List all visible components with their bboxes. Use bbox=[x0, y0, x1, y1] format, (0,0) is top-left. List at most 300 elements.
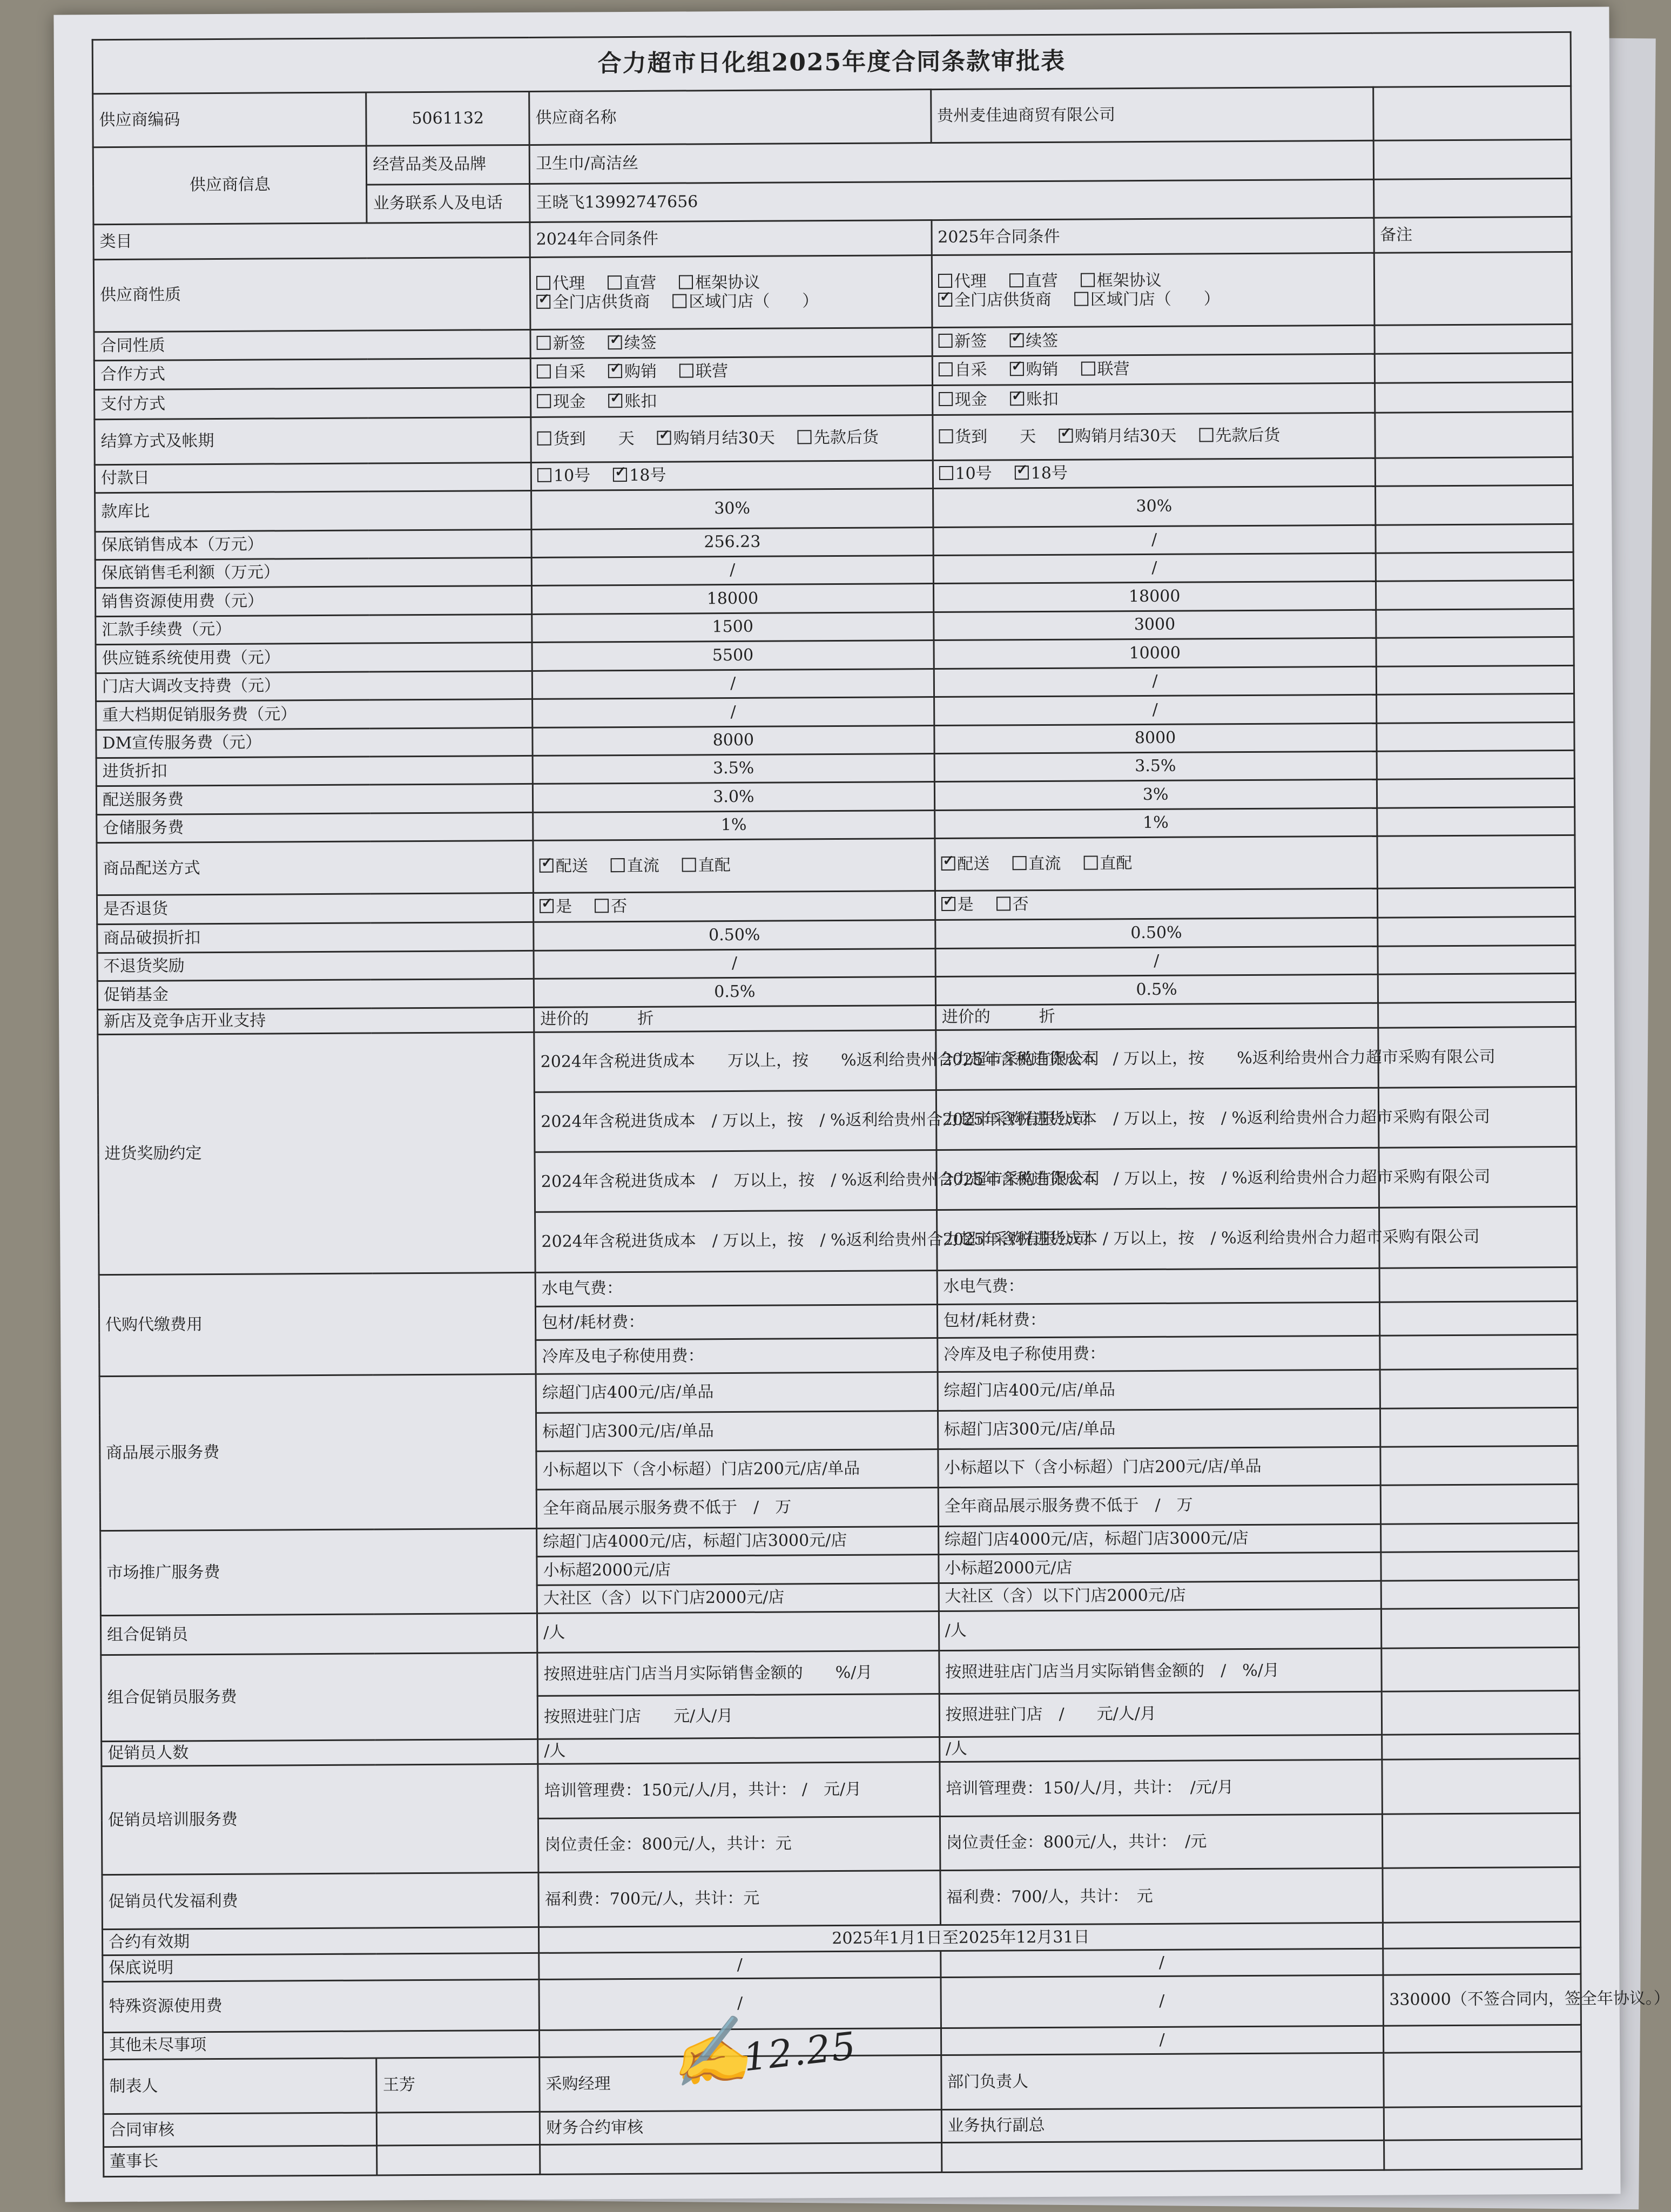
checkbox-icon bbox=[1199, 428, 1213, 442]
remark-cell bbox=[1380, 1485, 1579, 1524]
checkbox-label: 直营 bbox=[624, 273, 657, 293]
checkbox-label: 代理 bbox=[954, 272, 987, 291]
checkbox-label: 直配 bbox=[1100, 853, 1133, 873]
remark-cell bbox=[1377, 917, 1575, 946]
remark-cell bbox=[1376, 722, 1574, 751]
remark-cell bbox=[1382, 1758, 1580, 1814]
remark-cell bbox=[1376, 609, 1574, 638]
value-2024: 0.50% bbox=[534, 920, 935, 950]
checkbox-option[interactable] bbox=[1009, 332, 1058, 351]
checkbox-option[interactable] bbox=[540, 898, 572, 917]
row-label: 保底销售毛利额（万元） bbox=[95, 557, 531, 588]
remark-cell bbox=[1374, 325, 1573, 354]
value-2025: 0.5% bbox=[935, 974, 1378, 1005]
checkbox-icon bbox=[1009, 333, 1023, 347]
checkbox-icon bbox=[537, 394, 551, 408]
checkbox-label: 是 bbox=[957, 895, 974, 915]
value-2025: / bbox=[941, 1975, 1383, 2028]
value-2025: / bbox=[941, 2026, 1383, 2055]
remark-cell bbox=[1378, 945, 1576, 974]
checkbox-icon bbox=[1009, 362, 1023, 376]
item-2024: 综超门店400元/店/单品 bbox=[536, 1372, 938, 1413]
row-label: 商品配送方式 bbox=[97, 841, 534, 895]
empty-cell bbox=[540, 2142, 942, 2174]
checkbox-option[interactable] bbox=[595, 898, 627, 916]
category-brand-label: 经营品类及品牌 bbox=[367, 145, 530, 185]
value-2024: /人 bbox=[537, 1611, 939, 1653]
checkbox-option[interactable] bbox=[939, 465, 992, 484]
checkbox-icon bbox=[1081, 362, 1095, 376]
checkbox-icon bbox=[537, 431, 551, 446]
empty-cell bbox=[1373, 178, 1572, 218]
remark-cell bbox=[1381, 1648, 1579, 1692]
value-2024: 1% bbox=[533, 810, 935, 840]
block-label: 市场推广服务费 bbox=[100, 1528, 537, 1616]
checkbox-icon bbox=[938, 293, 952, 307]
checkbox-option[interactable] bbox=[1081, 272, 1162, 291]
remark-cell bbox=[1383, 2052, 1581, 2108]
remark-cell bbox=[1379, 1335, 1578, 1370]
options-2024 bbox=[530, 255, 932, 330]
value-2024: /人 bbox=[538, 1737, 940, 1764]
item-2025: 冷库及电子称使用费： bbox=[937, 1336, 1379, 1372]
checkbox-label: 全门店供货商 bbox=[552, 292, 650, 312]
options-2025 bbox=[935, 837, 1377, 891]
row-label: 保底销售成本（万元） bbox=[95, 529, 531, 560]
checkbox-option[interactable] bbox=[679, 274, 760, 293]
row-label: 合作方式 bbox=[94, 358, 530, 390]
item-2024: 综超门店4000元/店，标超门店3000元/店 bbox=[537, 1526, 939, 1556]
value-2024: / bbox=[532, 669, 934, 699]
checkbox-option[interactable] bbox=[672, 292, 818, 312]
checkbox-label: 配送 bbox=[555, 857, 588, 876]
value-2025: / bbox=[935, 946, 1378, 977]
approval-form-table bbox=[92, 31, 1670, 2177]
row-label: 促销基金 bbox=[97, 979, 534, 1010]
value-2025: 3.5% bbox=[934, 751, 1377, 782]
remark-cell bbox=[1376, 581, 1574, 610]
checkbox-icon bbox=[540, 859, 554, 873]
col-category: 类目 bbox=[93, 222, 530, 259]
options-2024 bbox=[530, 356, 932, 387]
options-2024 bbox=[531, 415, 933, 462]
item-2025: 全年商品展示服务费不低于 / 万 bbox=[938, 1486, 1380, 1527]
checkbox-label: 现金 bbox=[954, 390, 987, 409]
item-2025: 按照进驻店门店当月实际销售金额的 / %/月 bbox=[939, 1649, 1381, 1694]
remark-cell bbox=[1377, 750, 1575, 779]
remark-cell bbox=[1374, 252, 1572, 325]
row-label: 不退货奖励 bbox=[97, 950, 534, 981]
checkbox-label: 配送 bbox=[957, 854, 990, 874]
remark-cell bbox=[1376, 637, 1574, 666]
options-2025 bbox=[932, 326, 1374, 356]
checkbox-option[interactable] bbox=[939, 428, 1036, 447]
item-2024: 包材/耗材费： bbox=[536, 1304, 938, 1340]
value-2025: 10000 bbox=[934, 638, 1376, 669]
checkbox-label: 自采 bbox=[552, 362, 586, 382]
value-2025: 3000 bbox=[933, 610, 1376, 640]
checkbox-icon bbox=[1083, 855, 1097, 869]
col-2025: 2025年合同条件 bbox=[932, 218, 1374, 255]
remark-cell bbox=[1380, 1523, 1579, 1552]
value-2024: 进价的 折 bbox=[534, 1005, 936, 1032]
checkbox-option[interactable] bbox=[1083, 854, 1132, 873]
empty-cell bbox=[377, 2112, 540, 2146]
checkbox-option[interactable] bbox=[611, 857, 659, 876]
row-label: 其他未尽事项 bbox=[103, 2030, 539, 2060]
maker-name: 王芳 bbox=[376, 2058, 540, 2113]
checkbox-label: 购销 bbox=[624, 362, 657, 382]
checkbox-icon bbox=[608, 364, 622, 378]
checkbox-option[interactable] bbox=[941, 855, 989, 874]
checkbox-label: 自采 bbox=[954, 360, 987, 380]
checkbox-icon bbox=[1012, 856, 1026, 870]
value-2024: 8000 bbox=[533, 725, 934, 756]
checkbox-icon bbox=[682, 858, 696, 872]
checkbox-label: 现金 bbox=[553, 392, 586, 412]
checkbox-option[interactable] bbox=[537, 467, 590, 486]
value-2024: / bbox=[539, 1951, 941, 1979]
remark-cell bbox=[1382, 1867, 1580, 1923]
value-2024: / bbox=[539, 1977, 941, 2030]
row-label: 汇款手续费（元） bbox=[96, 614, 532, 645]
remark-cell bbox=[1382, 1734, 1580, 1759]
options-2025 bbox=[935, 888, 1377, 920]
checkbox-icon bbox=[613, 468, 627, 482]
empty-cell bbox=[1373, 86, 1571, 141]
checkbox-label: 区域门店（ ） bbox=[689, 291, 819, 312]
item-2024: 小标超2000元/店 bbox=[537, 1555, 939, 1585]
checkbox-option[interactable] bbox=[608, 393, 657, 412]
checkbox-option[interactable] bbox=[1010, 390, 1059, 409]
item-2024: 按照进驻门店 元/人/月 bbox=[537, 1694, 939, 1739]
checkbox-option[interactable] bbox=[1009, 361, 1058, 380]
category-brand: 卫生巾/高洁丝 bbox=[529, 141, 1373, 184]
item-2025: 水电气费： bbox=[937, 1268, 1379, 1304]
block-label: 商品展示服务费 bbox=[99, 1374, 537, 1531]
remark-cell bbox=[1377, 807, 1575, 836]
checkbox-icon bbox=[657, 431, 671, 445]
checkbox-icon bbox=[536, 276, 550, 290]
item-2025: 综超门店4000元/店，标超门店3000元/店 bbox=[938, 1524, 1380, 1555]
checkbox-option[interactable] bbox=[798, 429, 879, 448]
col-remark: 备注 bbox=[1373, 217, 1572, 253]
col-2024: 2024年合同条件 bbox=[530, 220, 932, 258]
remark-cell bbox=[1375, 457, 1573, 486]
checkbox-icon bbox=[1009, 273, 1023, 287]
rebate-label: 进货奖励约定 bbox=[98, 1032, 535, 1274]
row-label: 门店大调改支持费（元） bbox=[96, 671, 532, 702]
value-2025: 福利费：700/人，共计： 元 bbox=[940, 1869, 1383, 1925]
item-2024: 小标超以下（含小标超）门店200元/店/单品 bbox=[536, 1449, 938, 1490]
empty-cell bbox=[941, 2140, 1384, 2172]
checkbox-label: 框架协议 bbox=[1096, 271, 1162, 291]
checkbox-option[interactable] bbox=[938, 361, 987, 380]
row-label: 特殊资源使用费 bbox=[103, 1979, 540, 2033]
value-2024: 256.23 bbox=[531, 527, 933, 557]
row-label: 合约有效期 bbox=[102, 1927, 538, 1955]
checkbox-label: 货到 天 bbox=[553, 429, 635, 449]
rebate-2024: 2024年含税进货成本 万以上，按 %返利给贵州合力超市采购有限公司 bbox=[534, 1030, 936, 1092]
options-2024 bbox=[531, 460, 933, 490]
value-2024: 3.0% bbox=[533, 782, 935, 812]
checkbox-icon bbox=[595, 899, 609, 913]
checkbox-option[interactable] bbox=[537, 430, 635, 449]
checkbox-label: 先款后货 bbox=[1215, 426, 1281, 446]
checkbox-icon bbox=[941, 897, 955, 911]
checkbox-option[interactable] bbox=[1074, 290, 1220, 309]
item-2024: 水电气费： bbox=[535, 1270, 937, 1306]
row-label: 促销员代发福利费 bbox=[102, 1873, 539, 1930]
checkbox-option[interactable] bbox=[657, 429, 775, 449]
remark-cell bbox=[1375, 524, 1573, 553]
checkbox-label: 直流 bbox=[1028, 854, 1061, 873]
value-2024: 1500 bbox=[532, 612, 934, 642]
block-label: 组合促销员服务费 bbox=[101, 1653, 538, 1742]
checkbox-option[interactable] bbox=[1012, 855, 1061, 874]
checkbox-label: 代理 bbox=[552, 274, 585, 293]
row-label: 组合促销员 bbox=[100, 1613, 537, 1655]
row-label: 新店及竞争店开业支持 bbox=[98, 1007, 534, 1034]
remark-cell bbox=[1382, 1690, 1580, 1735]
remark-cell bbox=[1381, 1608, 1579, 1648]
options-2024 bbox=[534, 891, 935, 922]
item-2025: 按照进驻门店 / 元/人/月 bbox=[939, 1691, 1382, 1737]
remark-cell bbox=[1377, 887, 1575, 918]
checkbox-icon bbox=[537, 336, 551, 350]
remark-cell bbox=[1384, 2139, 1582, 2170]
checkbox-icon bbox=[939, 429, 953, 443]
value-2024: 5500 bbox=[532, 640, 934, 671]
remark-cell bbox=[1377, 835, 1575, 888]
checkbox-label: 联营 bbox=[695, 362, 729, 381]
remark-cell bbox=[1383, 1921, 1581, 1948]
row-label: 销售资源使用费（元） bbox=[95, 586, 531, 617]
checkbox-label: 直配 bbox=[698, 855, 731, 875]
checkbox-icon bbox=[537, 365, 551, 379]
checkbox-icon bbox=[939, 466, 953, 480]
value-2025: /人 bbox=[939, 1609, 1381, 1651]
remark-cell bbox=[1377, 779, 1575, 808]
options-2024 bbox=[530, 328, 932, 358]
value-2025: 18000 bbox=[933, 582, 1376, 612]
row-label: 合同性质 bbox=[94, 330, 530, 361]
checkbox-icon bbox=[1081, 273, 1095, 287]
remark-cell bbox=[1376, 552, 1574, 581]
value-2024: 30% bbox=[531, 489, 933, 529]
remark-cell bbox=[1383, 2025, 1581, 2053]
checkbox-label: 否 bbox=[611, 897, 628, 916]
item-2024: 冷库及电子称使用费： bbox=[536, 1338, 938, 1374]
checkbox-icon bbox=[608, 275, 622, 289]
checkbox-icon bbox=[939, 392, 953, 406]
rebate-2025: 2025年含税进货成本 / 万以上，按 / %返利给贵州合力超市采购有限公司 bbox=[936, 1208, 1379, 1270]
checkbox-option[interactable] bbox=[540, 857, 588, 876]
dept-label: 部门负责人 bbox=[941, 2053, 1383, 2110]
remark-cell bbox=[1380, 1446, 1578, 1485]
checkbox-icon bbox=[608, 335, 622, 349]
item-2025: 小标超2000元/店 bbox=[939, 1552, 1381, 1583]
checkbox-label: 续签 bbox=[1026, 331, 1059, 350]
item-2024: 全年商品展示服务费不低于 / 万 bbox=[536, 1488, 938, 1528]
rebate-2025: 2025年含税进货成本 / 万以上，按 / %返利给贵州合力超市采购有限公司 bbox=[936, 1088, 1379, 1150]
document-sheet bbox=[53, 6, 1670, 2202]
checkbox-option[interactable] bbox=[1009, 272, 1058, 291]
empty-cell bbox=[1373, 140, 1572, 179]
checkbox-icon bbox=[536, 294, 550, 308]
checkbox-option[interactable] bbox=[613, 467, 666, 485]
value-2025: / bbox=[940, 1949, 1383, 1978]
checkbox-label: 是 bbox=[556, 897, 572, 917]
checkbox-option[interactable] bbox=[537, 363, 585, 382]
block-label: 促销员培训服务费 bbox=[102, 1764, 538, 1875]
checkbox-icon bbox=[938, 362, 952, 376]
chair-label: 董事长 bbox=[104, 2146, 378, 2177]
checkbox-label: 联营 bbox=[1097, 360, 1130, 379]
vp-label: 业务执行副总 bbox=[941, 2107, 1384, 2142]
supplier-name: 贵州麦佳迪商贸有限公司 bbox=[931, 87, 1373, 143]
remark-cell bbox=[1378, 974, 1576, 1003]
supplier-code-label: 供应商编码 bbox=[93, 92, 367, 147]
item-2025: 综超门店400元/店/单品 bbox=[938, 1370, 1380, 1411]
value-2025: / bbox=[933, 525, 1376, 556]
checkbox-icon bbox=[1059, 429, 1073, 443]
checkbox-label: 区域门店（ ） bbox=[1090, 289, 1220, 309]
contact-label: 业务联系人及电话 bbox=[367, 184, 530, 223]
maker-label: 制表人 bbox=[103, 2058, 377, 2114]
checkbox-label: 账扣 bbox=[1026, 389, 1059, 409]
supplier-info-label: 供应商信息 bbox=[93, 146, 367, 224]
row-label: 付款日 bbox=[95, 462, 531, 493]
checkbox-option[interactable] bbox=[682, 857, 731, 875]
row-label: 结算方式及帐期 bbox=[95, 417, 531, 464]
buyer-label: 采购经理 bbox=[540, 2055, 941, 2112]
checkbox-icon bbox=[938, 334, 952, 348]
remark-cell bbox=[1374, 412, 1573, 458]
row-label: 进货折扣 bbox=[96, 756, 533, 786]
row-label: 供应链系统使用费（元） bbox=[96, 643, 532, 673]
checkbox-label: 购销月结30天 bbox=[673, 428, 775, 448]
checkbox-option[interactable] bbox=[1059, 427, 1176, 447]
row-label: 仓储服务费 bbox=[97, 812, 533, 843]
checkbox-option[interactable] bbox=[1081, 360, 1129, 379]
remark-cell bbox=[1379, 1301, 1578, 1336]
checkbox-option[interactable] bbox=[536, 293, 650, 312]
checkbox-label: 10号 bbox=[955, 464, 992, 484]
checkbox-option[interactable] bbox=[1199, 427, 1280, 446]
item-2024: 培训管理费：150元/人/月，共计： / 元/月 bbox=[538, 1762, 940, 1819]
options-2025 bbox=[932, 354, 1374, 386]
value-2025: 0.50% bbox=[935, 918, 1377, 949]
contact: 王晓飞13992747656 bbox=[530, 179, 1374, 222]
rebate-2024: 2024年含税进货成本 / 万以上，按 / %返利给贵州合力超市采购有限公司 bbox=[535, 1090, 936, 1152]
checkbox-label: 框架协议 bbox=[695, 273, 760, 293]
row-label: 商品破损折扣 bbox=[97, 922, 534, 953]
checkbox-label: 18号 bbox=[629, 466, 666, 485]
checkbox-icon bbox=[798, 430, 812, 444]
checkbox-option[interactable] bbox=[939, 390, 987, 409]
remark-cell bbox=[1380, 1369, 1578, 1408]
checkbox-label: 先款后货 bbox=[813, 428, 879, 448]
value-2024: 福利费：700元/人，共计：元 bbox=[538, 1871, 940, 1927]
item-2025: 标超门店300元/店/单品 bbox=[938, 1408, 1380, 1449]
review-label: 合同审核 bbox=[103, 2113, 377, 2147]
checkbox-label: 账扣 bbox=[624, 392, 657, 411]
row-label: 促销员人数 bbox=[102, 1739, 538, 1766]
value-2025: 30% bbox=[933, 486, 1375, 527]
item-2024: 大社区（含）以下门店2000元/店 bbox=[537, 1583, 939, 1613]
checkbox-option[interactable] bbox=[679, 362, 728, 381]
checkbox-option[interactable] bbox=[608, 274, 656, 293]
checkbox-label: 18号 bbox=[1030, 463, 1068, 483]
value-2024: 3.5% bbox=[533, 754, 934, 784]
checkbox-option[interactable] bbox=[941, 896, 974, 915]
checkbox-option[interactable] bbox=[938, 332, 987, 351]
finance-label: 财务合约审核 bbox=[540, 2110, 941, 2145]
checkbox-option[interactable] bbox=[537, 393, 585, 412]
supplier-name-label: 供应商名称 bbox=[529, 89, 931, 145]
options-2025 bbox=[933, 458, 1375, 489]
remark-cell bbox=[1381, 1580, 1579, 1609]
checkbox-icon bbox=[537, 468, 551, 482]
rebate-2024: 2024年含税进货成本 / 万以上，按 / %返利给贵州合力超市采购有限公司 bbox=[535, 1150, 936, 1212]
checkbox-option[interactable] bbox=[537, 334, 585, 353]
block-label: 代购代缴费用 bbox=[99, 1272, 536, 1377]
value-2025: / bbox=[933, 553, 1376, 584]
checkbox-option[interactable] bbox=[608, 334, 657, 353]
checkbox-label: 新签 bbox=[954, 332, 987, 351]
handwritten-signature: ✍12.25 bbox=[665, 2012, 859, 2095]
options-2025 bbox=[932, 383, 1374, 415]
checkbox-option[interactable] bbox=[938, 291, 1052, 311]
checkbox-option[interactable] bbox=[608, 363, 657, 382]
checkbox-icon bbox=[611, 858, 625, 872]
checkbox-option[interactable] bbox=[1015, 464, 1068, 483]
checkbox-icon bbox=[679, 275, 693, 289]
options-2025 bbox=[932, 253, 1374, 328]
rebate-2024: 2024年含税进货成本 / 万以上，按 / %返利给贵州合力超市采购有限公司 bbox=[535, 1210, 937, 1272]
value-2025: /人 bbox=[939, 1735, 1382, 1762]
row-label: 是否退货 bbox=[97, 893, 533, 925]
remark-cell bbox=[1374, 382, 1573, 413]
remark-cell bbox=[1378, 1002, 1576, 1028]
remark-cell bbox=[1374, 353, 1573, 383]
value-2024: 18000 bbox=[532, 584, 934, 614]
row-label: 配送服务费 bbox=[96, 784, 533, 815]
options-2025 bbox=[932, 413, 1374, 460]
rebate-2025: 2025年含税进货成本 / 万以上，按 / %返利给贵州合力超市采购有限公司 bbox=[936, 1148, 1379, 1210]
remark-cell bbox=[1376, 693, 1574, 723]
value-2024: / bbox=[534, 948, 935, 979]
checkbox-icon bbox=[1074, 292, 1088, 306]
remark-cell bbox=[1376, 665, 1574, 694]
page-title: 合力超市日化组2025年度合同条款审批表 bbox=[92, 32, 1571, 93]
row-label: DM宣传服务费（元） bbox=[96, 727, 533, 758]
empty-cell bbox=[377, 2144, 540, 2175]
checkbox-icon bbox=[938, 274, 952, 288]
value-2025: 8000 bbox=[934, 723, 1376, 754]
row-label: 保底说明 bbox=[103, 1953, 539, 1981]
options-2024 bbox=[533, 839, 935, 893]
item-2025: 包材/耗材费： bbox=[937, 1302, 1379, 1338]
row-label: 重大档期促销服务费（元） bbox=[96, 699, 533, 730]
checkbox-icon bbox=[1015, 466, 1029, 480]
supplier-code: 5061132 bbox=[366, 91, 529, 146]
checkbox-option[interactable] bbox=[996, 895, 1029, 914]
checkbox-label: 续签 bbox=[624, 333, 657, 353]
item-2024: 岗位责任金：800元/人，共计：元 bbox=[538, 1816, 940, 1873]
checkbox-label: 购销 bbox=[1026, 360, 1059, 380]
